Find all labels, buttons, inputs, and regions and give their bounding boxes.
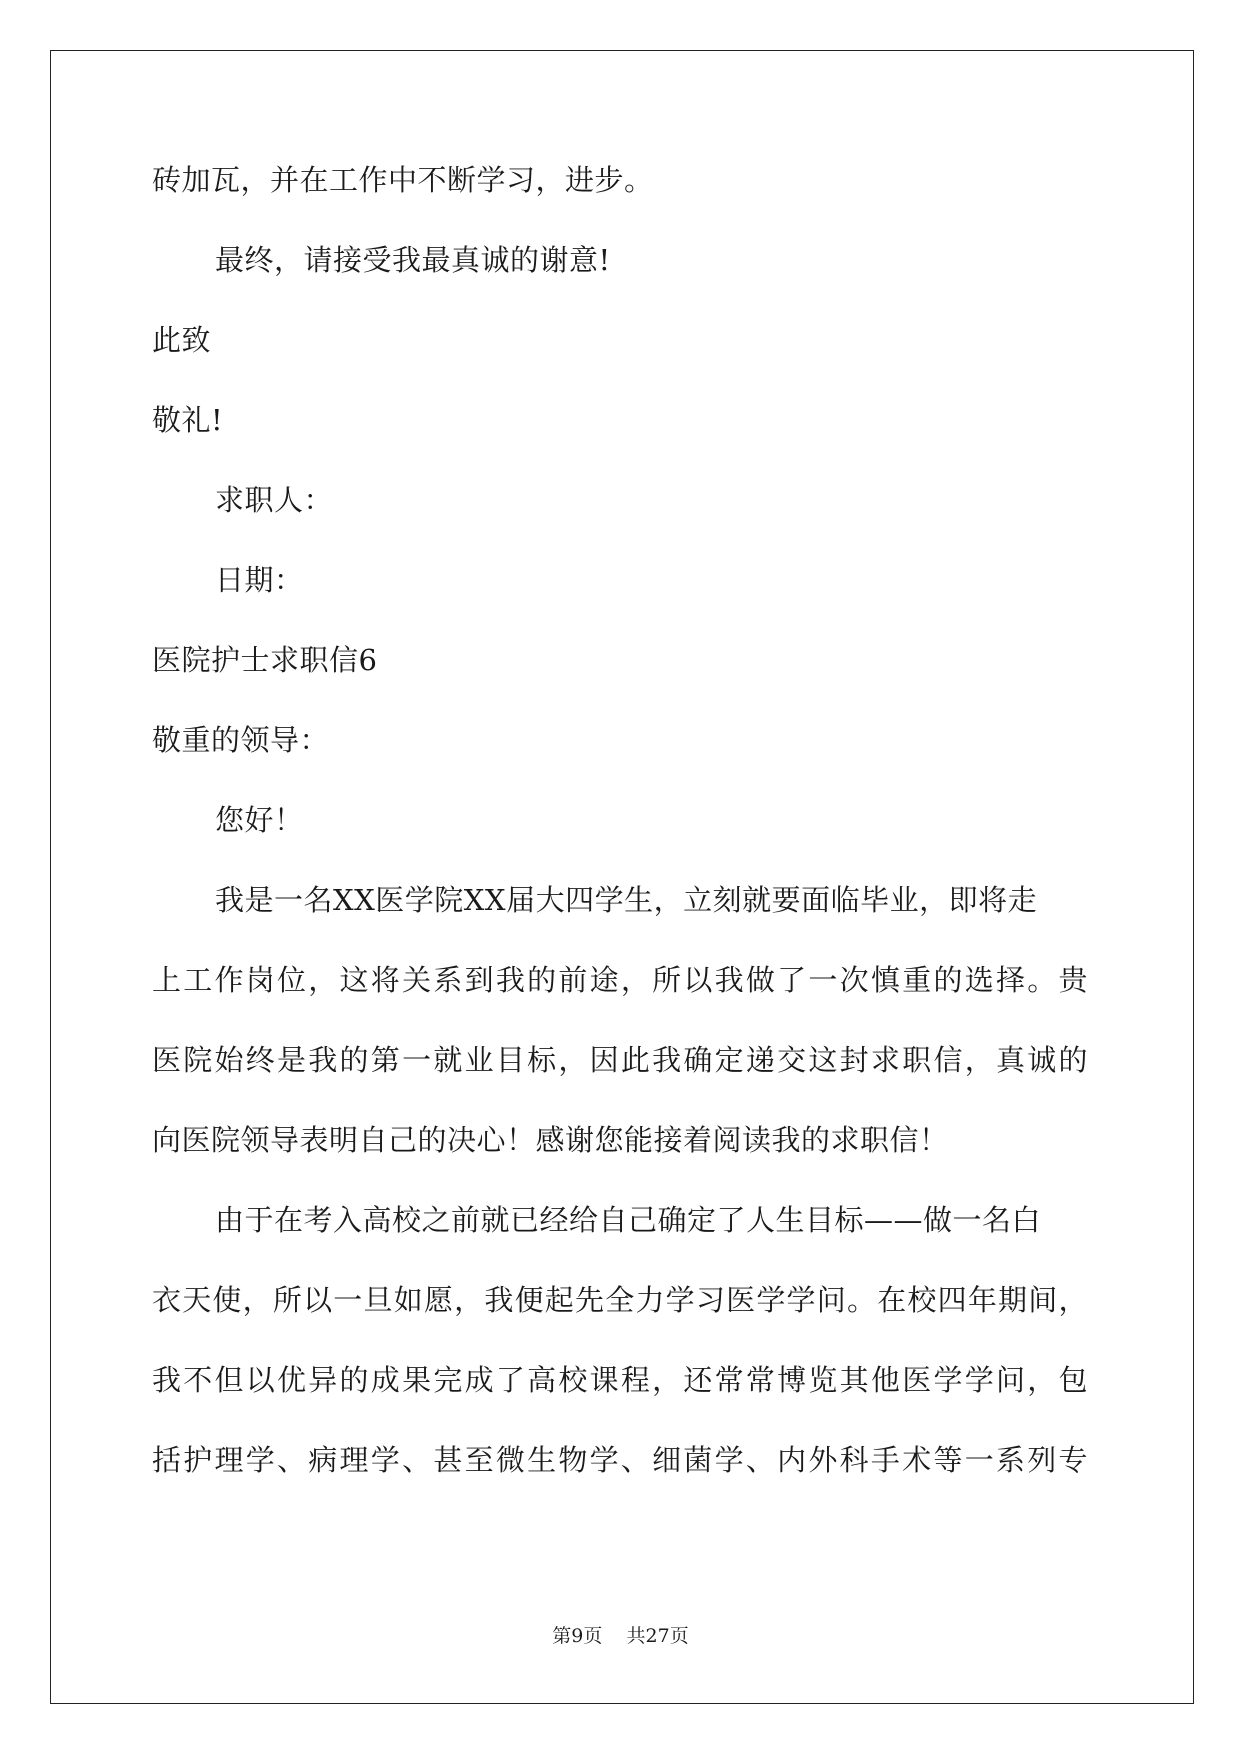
text-line-6: 日期： <box>215 563 304 597</box>
text-line-3: 此致 <box>152 323 212 357</box>
paragraph-2-line-3: 我不但以优异的成果完成了高校课程，还常常博览其他医学学问，包 <box>152 1363 1088 1397</box>
greeting: 您好！ <box>215 803 304 837</box>
text-line-1: 砖加瓦，并在工作中不断学习，进步。 <box>152 163 654 197</box>
page-number-footer <box>0 1624 1241 1648</box>
section-heading: 医院护士求职信6 <box>152 643 378 677</box>
paragraph-1-line-2: 上工作岗位，这将关系到我的前途，所以我做了一次慎重的选择。贵 <box>152 963 1088 997</box>
paragraph-1-line-1: 我是一名XX医学院XX届大四学生，立刻就要面临毕业，即将走 <box>215 883 1038 917</box>
text-line-2: 最终，请接受我最真诚的谢意! <box>215 243 611 277</box>
page-number-label: 第9页 共27页 <box>552 1625 689 1647</box>
salutation: 敬重的领导： <box>152 723 330 757</box>
text-line-4: 敬礼! <box>152 403 224 437</box>
paragraph-2-line-4: 括护理学、病理学、甚至微生物学、细菌学、内外科手术等一系列专 <box>152 1443 1088 1477</box>
paragraph-2-line-1: 由于在考入高校之前就已经给自己确定了人生目标——做一名白 <box>215 1203 1042 1237</box>
paragraph-1-line-3: 医院始终是我的第一就业目标，因此我确定递交这封求职信，真诚的 <box>152 1043 1088 1077</box>
paragraph-1-line-4: 向医院领导表明自己的决心！感谢您能接着阅读我的求职信！ <box>152 1123 949 1157</box>
paragraph-2-line-2: 衣天使，所以一旦如愿，我便起先全力学习医学学问。在校四年期间， <box>152 1283 1088 1317</box>
text-line-5: 求职人： <box>215 483 334 517</box>
